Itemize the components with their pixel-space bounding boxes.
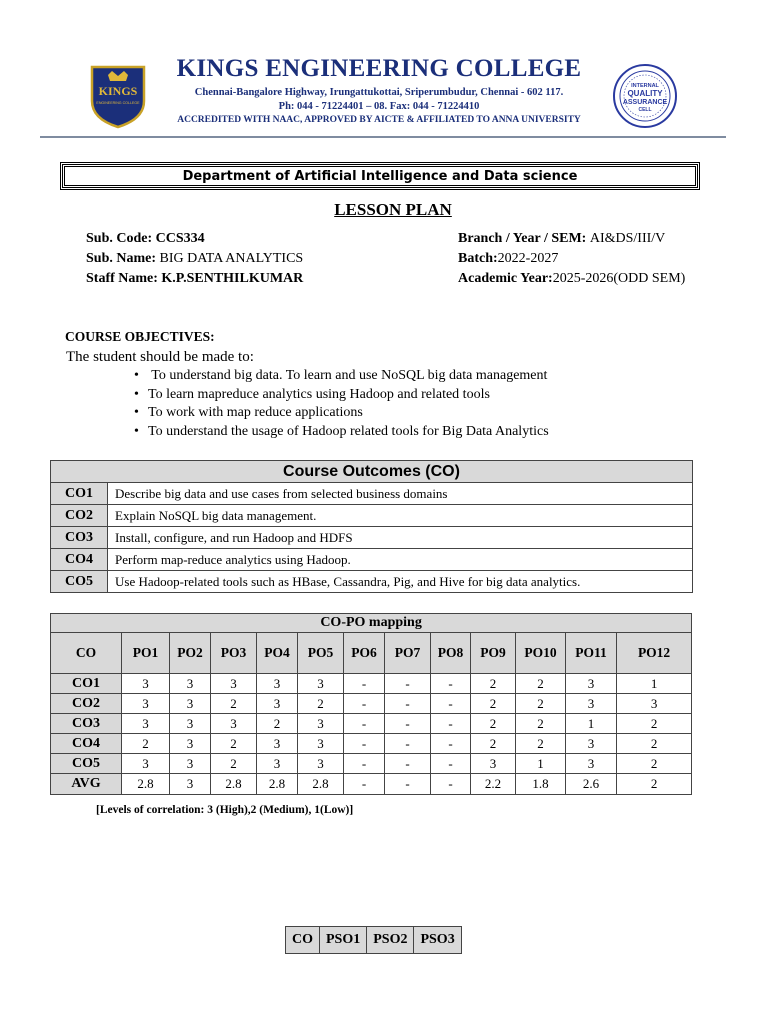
co-description: Perform map-reduce analytics using Hadoop.	[108, 549, 693, 571]
table-cell: 3	[170, 694, 211, 714]
table-cell: 3	[566, 674, 617, 694]
table-cell: -	[344, 754, 385, 774]
staff-name	[86, 271, 303, 287]
table-row	[51, 694, 692, 714]
college-name: KINGS ENGINEERING COLLEGE	[176, 55, 582, 82]
sub-name-value: BIG DATA ANALYTICS	[159, 251, 304, 266]
table-cell: 2.2	[471, 774, 516, 795]
table-cell: 3	[298, 714, 344, 734]
table-cell: 2.8	[257, 774, 298, 795]
column-header: PO1	[122, 633, 170, 674]
column-header: PO6	[344, 633, 385, 674]
table-row	[51, 527, 693, 549]
table-cell: 3	[257, 734, 298, 754]
branch-year-sem	[458, 231, 665, 247]
bullet-icon: •	[134, 405, 139, 420]
quality-assurance-seal	[612, 63, 678, 129]
column-header: PSO2	[367, 927, 414, 954]
column-header: PSO3	[414, 927, 461, 954]
college-address: Chennai-Bangalore Highway, Irungattukottai, Sriperumbudur, Chennai - 602 117.	[194, 87, 564, 98]
table-row	[51, 734, 692, 754]
table-row	[51, 505, 693, 527]
table-cell: 2	[617, 714, 692, 734]
table-row	[51, 754, 692, 774]
table-cell: 2	[471, 734, 516, 754]
table-cell: 3	[211, 714, 257, 734]
table-cell: 3	[617, 694, 692, 714]
table-cell: 3	[122, 694, 170, 714]
branch-label: Branch / Year / SEM:	[458, 231, 590, 246]
table-row	[51, 571, 693, 593]
table-cell: -	[344, 674, 385, 694]
table-cell: 3	[170, 674, 211, 694]
seal-line1: INTERNAL	[631, 83, 659, 89]
table-cell: -	[431, 674, 471, 694]
table-cell: 2.8	[211, 774, 257, 795]
table-cell: 2	[617, 774, 692, 795]
table-cell: 1	[516, 754, 566, 774]
table-cell: 2	[122, 734, 170, 754]
batch	[458, 251, 558, 267]
seal-line4: CELL	[638, 107, 652, 113]
row-label: CO1	[51, 674, 122, 694]
table-cell: 3	[298, 674, 344, 694]
column-header: PO9	[471, 633, 516, 674]
objective-text: To understand the usage of Hadoop related tools for Big Data Analytics	[148, 424, 549, 439]
table-row	[51, 483, 693, 505]
table-cell: -	[344, 714, 385, 734]
course-outcomes-title: Course Outcomes (CO)	[51, 461, 693, 483]
column-header: PO12	[617, 633, 692, 674]
column-header: PO4	[257, 633, 298, 674]
column-header: CO	[51, 633, 122, 674]
co-pso-table	[285, 926, 462, 954]
academic-year	[458, 271, 685, 287]
staff-name-value: K.P.SENTHILKUMAR	[161, 271, 304, 286]
table-cell: 2.8	[298, 774, 344, 795]
objective-item	[134, 405, 363, 421]
college-phone: Ph: 044 - 71224401 – 08. Fax: 044 - 71224410	[278, 101, 480, 112]
table-cell: 2	[211, 754, 257, 774]
table-cell: 3	[170, 714, 211, 734]
seal-line2: QUALITY	[627, 89, 663, 98]
course-objectives-heading: COURSE OBJECTIVES:	[65, 329, 215, 344]
table-cell: -	[385, 754, 431, 774]
objective-text: To work with map reduce applications	[148, 405, 363, 420]
table-cell: 3	[566, 694, 617, 714]
row-label: CO4	[51, 734, 122, 754]
bullet-icon: •	[134, 424, 139, 439]
table-cell: -	[431, 714, 471, 734]
table-cell: 2	[257, 714, 298, 734]
sub-code-value: CCS334	[155, 231, 205, 246]
sub-name	[86, 251, 303, 267]
table-cell: -	[431, 694, 471, 714]
table-cell: -	[344, 734, 385, 754]
table-cell: 3	[471, 754, 516, 774]
table-cell: 3	[170, 754, 211, 774]
course-objectives-intro: The student should be made to:	[66, 349, 254, 365]
table-cell: 2.6	[566, 774, 617, 795]
column-header: PO7	[385, 633, 431, 674]
objective-text: To understand big data. To learn and use NoSQL big data management	[148, 368, 548, 383]
seal-line3: ASSURANCE	[622, 99, 668, 106]
column-header: PO3	[211, 633, 257, 674]
co-po-mapping-table	[50, 613, 692, 795]
correlation-levels-note: [Levels of correlation: 3 (High),2 (Medium), 1(Low)]	[96, 804, 354, 816]
table-cell: -	[431, 774, 471, 795]
table-cell: 3	[257, 754, 298, 774]
table-cell: -	[344, 694, 385, 714]
co-description: Explain NoSQL big data management.	[108, 505, 693, 527]
column-header: PO2	[170, 633, 211, 674]
bullet-icon: •	[134, 387, 139, 402]
table-cell: 3	[257, 674, 298, 694]
table-cell: 2	[516, 694, 566, 714]
table-cell: -	[431, 754, 471, 774]
table-cell: 3	[298, 754, 344, 774]
column-header: PO10	[516, 633, 566, 674]
academic-year-value: 2025-2026(ODD SEM)	[552, 271, 686, 286]
bullet-icon: •	[134, 368, 139, 383]
objective-item	[134, 424, 549, 440]
table-cell: 2	[471, 714, 516, 734]
table-cell: -	[385, 774, 431, 795]
table-cell: 2	[516, 674, 566, 694]
table-header-row	[286, 927, 462, 954]
table-cell: 3	[170, 734, 211, 754]
table-cell: 3	[122, 674, 170, 694]
column-header: PO8	[431, 633, 471, 674]
table-cell: 3	[122, 714, 170, 734]
row-label: CO5	[51, 754, 122, 774]
table-cell: 3	[566, 734, 617, 754]
table-cell: 2	[617, 734, 692, 754]
table-cell: 3	[257, 694, 298, 714]
table-row	[51, 774, 692, 795]
sub-code	[86, 231, 205, 247]
co-code: CO4	[51, 549, 108, 571]
table-cell: 2	[298, 694, 344, 714]
table-cell: -	[385, 694, 431, 714]
sub-name-label: Sub. Name:	[86, 251, 160, 266]
co-description: Use Hadoop-related tools such as HBase, Cassandra, Pig, and Hive for big data analytics.	[108, 571, 693, 593]
table-cell: -	[385, 674, 431, 694]
table-cell: 2	[211, 734, 257, 754]
table-cell: 2	[211, 694, 257, 714]
table-cell: 3	[298, 734, 344, 754]
co-code: CO5	[51, 571, 108, 593]
table-cell: 2	[471, 674, 516, 694]
page-title: LESSON PLAN	[334, 200, 452, 219]
header-divider	[40, 136, 726, 138]
co-po-mapping-caption: CO-PO mapping	[51, 614, 692, 633]
logo-text: KINGS	[98, 84, 138, 98]
table-cell: 2	[471, 694, 516, 714]
co-code: CO1	[51, 483, 108, 505]
table-cell: 3	[566, 754, 617, 774]
table-row	[51, 714, 692, 734]
table-cell: -	[385, 714, 431, 734]
table-cell: 2.8	[122, 774, 170, 795]
table-row	[51, 674, 692, 694]
table-cell: 1.8	[516, 774, 566, 795]
table-cell: 2	[516, 714, 566, 734]
column-header: PO11	[566, 633, 617, 674]
batch-value: 2022-2027	[497, 251, 559, 266]
row-label: CO2	[51, 694, 122, 714]
table-row	[51, 549, 693, 571]
table-cell: 1	[566, 714, 617, 734]
course-outcomes-table	[50, 460, 693, 593]
row-label: CO3	[51, 714, 122, 734]
college-logo	[88, 63, 148, 129]
logo-subtext: ENGINEERING COLLEGE	[96, 101, 140, 105]
batch-label: Batch:	[458, 251, 498, 266]
co-description: Install, configure, and run Hadoop and HDFS	[108, 527, 693, 549]
table-cell: 1	[617, 674, 692, 694]
table-cell: -	[344, 774, 385, 795]
table-cell: -	[385, 734, 431, 754]
table-header-row	[51, 633, 692, 674]
co-description: Describe big data and use cases from selected business domains	[108, 483, 693, 505]
table-cell: -	[431, 734, 471, 754]
college-accreditation: ACCREDITED WITH NAAC, APPROVED BY AICTE & AFFILIATED TO ANNA UNIVERSITY	[177, 115, 581, 125]
objective-text: To learn mapreduce analytics using Hadoop and related tools	[148, 387, 490, 402]
staff-name-label: Staff Name:	[86, 271, 162, 286]
co-code: CO3	[51, 527, 108, 549]
sub-code-label: Sub. Code:	[86, 231, 156, 246]
department-name: Department of Artificial Intelligence and Data science	[182, 169, 578, 184]
table-cell: 2	[617, 754, 692, 774]
column-header: CO	[286, 927, 320, 954]
table-cell: 3	[211, 674, 257, 694]
co-code: CO2	[51, 505, 108, 527]
objective-item	[134, 387, 490, 403]
table-cell: 3	[170, 774, 211, 795]
branch-value: AI&DS/III/V	[589, 231, 666, 246]
table-cell: 2	[516, 734, 566, 754]
academic-year-label: Academic Year:	[458, 271, 553, 286]
objective-item	[134, 368, 547, 384]
column-header: PO5	[298, 633, 344, 674]
table-cell: 3	[122, 754, 170, 774]
column-header: PSO1	[320, 927, 367, 954]
row-label: AVG	[51, 774, 122, 795]
